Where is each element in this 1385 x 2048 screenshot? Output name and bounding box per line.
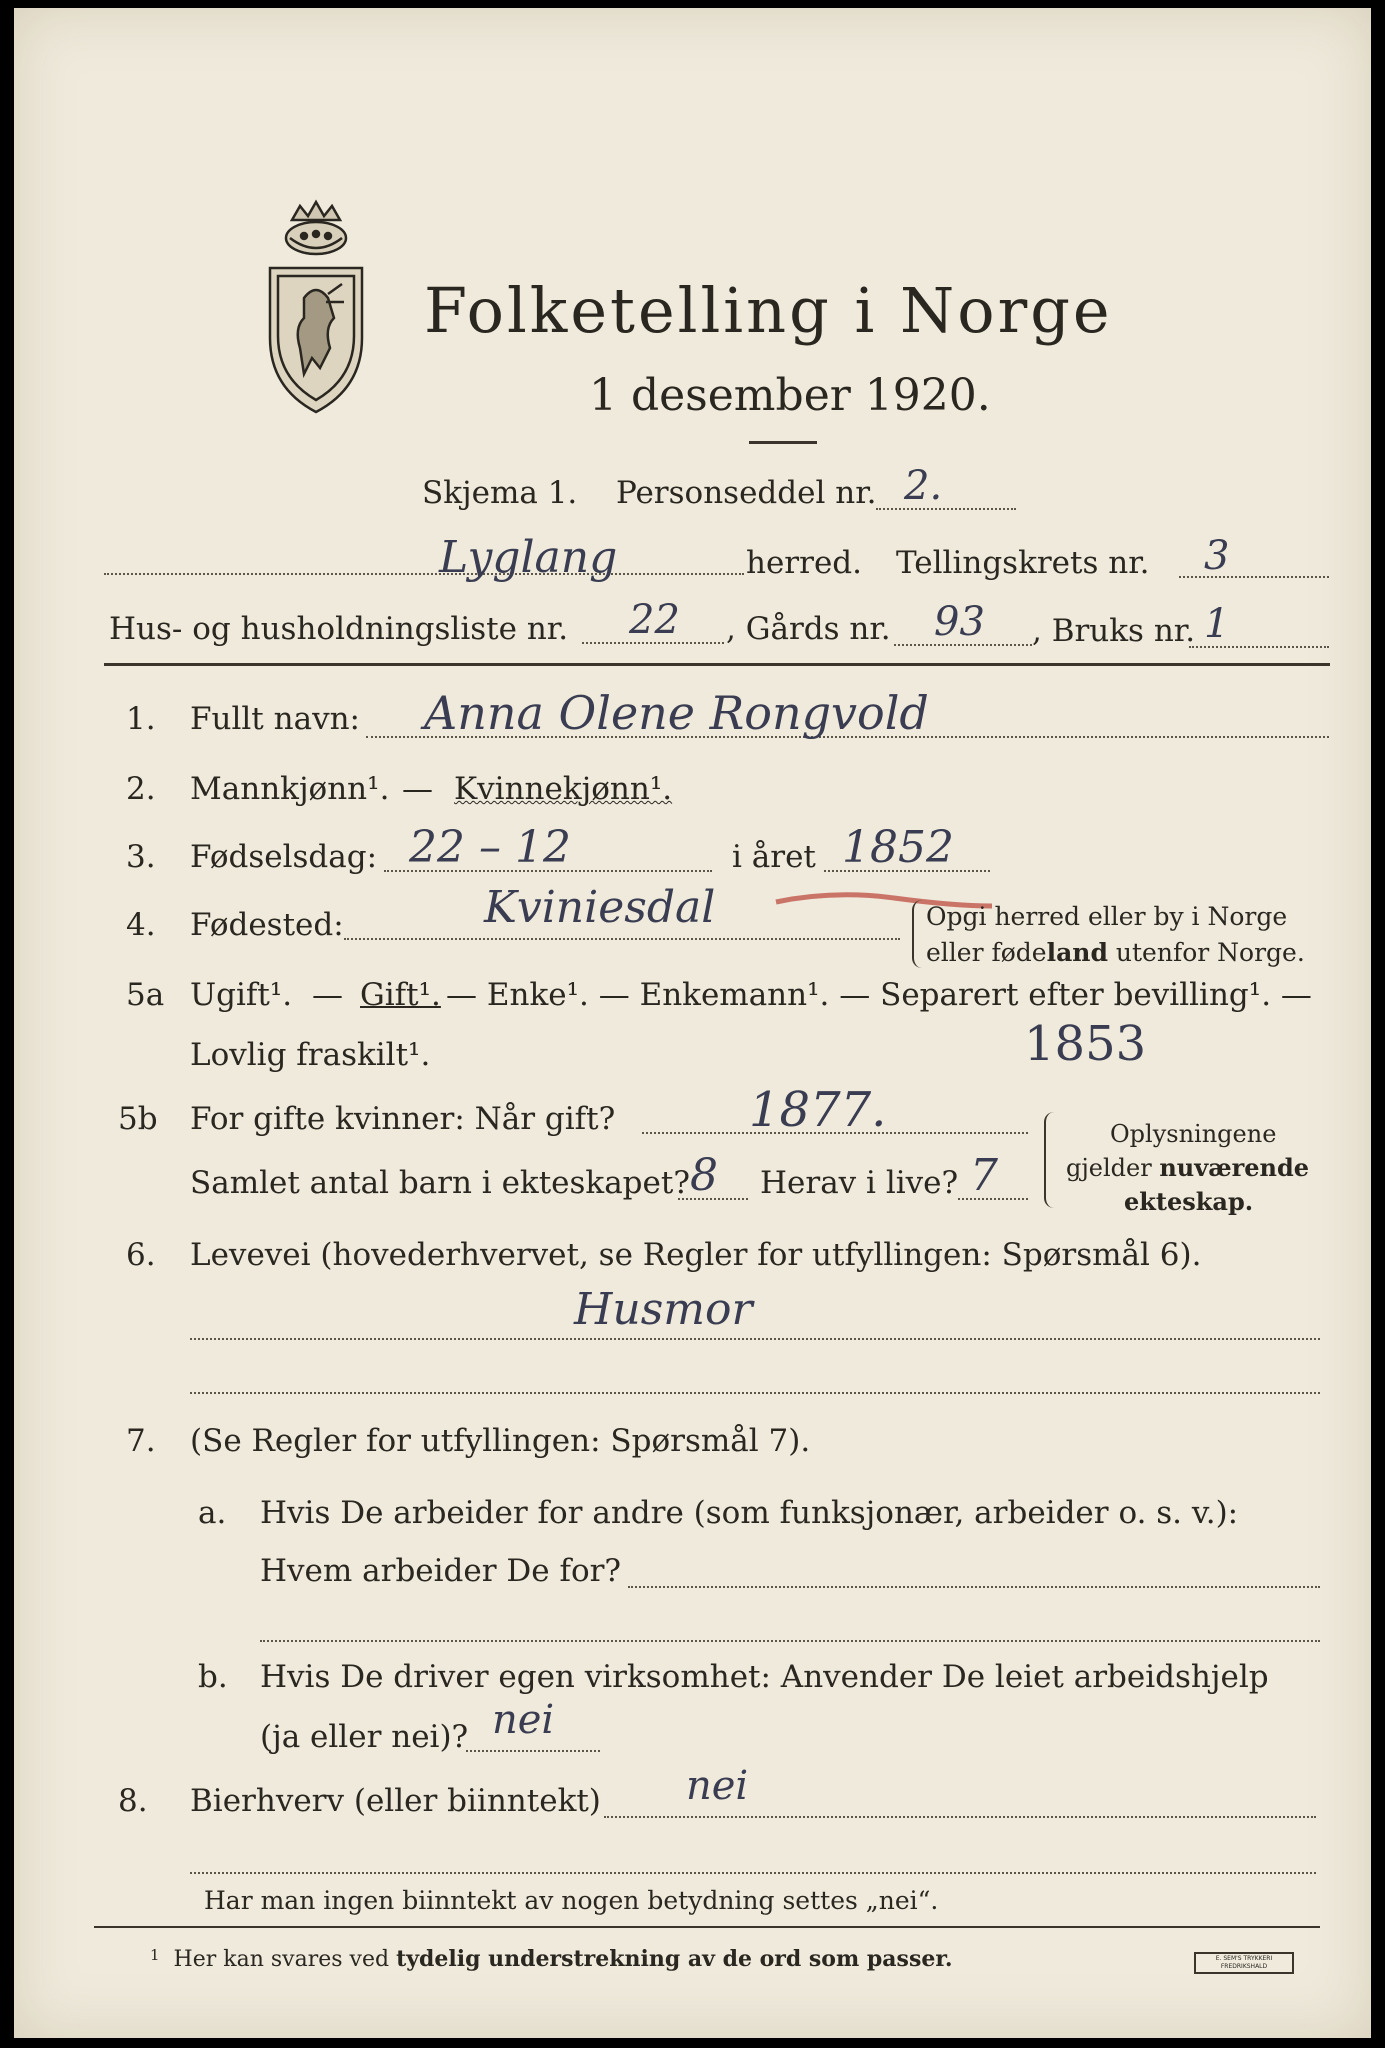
q7b-label: Hvis De driver egen virksomhet: Anvender De leiet arbeidshjelp [260,1659,1269,1695]
herred-label: herred. [746,545,862,581]
printer-stamp-text: E. SEM'S TRYKKERI FREDRIKSHALD [1215,1955,1273,1970]
q8-line-extra [190,1872,1316,1874]
footnote-rule [94,1926,1320,1928]
footnote-b: tydelig understrekning av de ord som passer. [396,1946,953,1972]
tellingskrets-line [1179,576,1329,578]
coat-of-arms-icon [264,198,368,418]
tellingskrets-value[interactable]: 3 [1204,533,1230,579]
herred-value[interactable]: Lyglang [439,532,618,583]
q5b-note-line3: ekteskap. [1124,1187,1254,1216]
footnote-mark: 1 [150,1946,160,1964]
birthdate-value[interactable]: 22 – 12 [409,822,571,873]
birth-year-value[interactable]: 1852 [842,822,954,873]
q5b-note-brace [1044,1112,1056,1208]
q7-number: 7. [126,1423,156,1459]
form-title: Folketelling i Norge [424,274,1113,347]
q5b-note-a: gjelder [1066,1154,1160,1182]
q7a-line [628,1586,1320,1588]
q7a-letter: a. [198,1495,227,1531]
census-form-sheet [14,8,1371,2038]
q4-note-brace [912,900,922,968]
q1-label: Fullt navn: [190,701,360,737]
q5a-margin-note: 1853 [1024,1016,1147,1072]
marriage-year-value[interactable]: 1877. [749,1082,887,1138]
printer-stamp [1194,1952,1294,1974]
q6-line1 [190,1338,1320,1340]
footnote-a: Her kan svares ved [173,1947,397,1972]
female-option[interactable]: Kvinnekjønn¹. [454,771,673,807]
gards-label: , Gårds nr. [726,611,891,647]
herred-line [104,573,744,575]
q8-number: 8. [118,1783,148,1819]
occupation-value[interactable]: Husmor [574,1284,753,1335]
schema-label: Skjema 1. [422,475,578,511]
q7b-line2-label: (ja eller nei)? [260,1719,469,1755]
q2-number: 2. [126,771,156,807]
q4-line [344,938,900,940]
married-option[interactable]: Gift¹. [360,977,441,1013]
unmarried-option[interactable]: Ugift¹. [190,977,293,1013]
side-income-note: Har man ingen biinntekt av nogen betydning settes „nei“. [204,1886,939,1915]
q1-number: 1. [126,701,156,737]
tellingskrets-label: Tellingskrets nr. [896,545,1150,581]
q8-line [604,1816,1316,1818]
q6-number: 6. [126,1237,156,1273]
q5b-note-b: nuværende [1159,1153,1310,1182]
q6-label: Levevei (hovederhvervet, se Regler for utfyllingen: Spørsmål 6). [190,1237,1202,1273]
q4-note-line1: Opgi herred eller by i Norge [926,902,1288,931]
birthplace-value[interactable]: Kviniesdal [484,882,716,933]
footnote [150,1948,953,1971]
q3-year-label: i året [732,839,816,875]
q5b-children-label: Samlet antal barn i ekteskapet? [190,1165,690,1201]
q5b-note-line2 [1066,1153,1310,1182]
q7b-line [466,1750,600,1752]
q5b-living-label: Herav i live? [760,1165,959,1201]
q8-label: Bierhverv (eller biinntekt) [190,1783,601,1819]
side-income-value[interactable]: nei [686,1763,749,1809]
children-living-value[interactable]: 7 [970,1150,998,1201]
divorced-option[interactable]: Lovlig fraskilt¹. [190,1037,431,1073]
bruks-label: , Bruks nr. [1032,613,1196,649]
q5a-other-options[interactable]: — Enke¹. — Enkemann¹. — Separert efter bevilling¹. — [446,977,1312,1013]
q7a-line-extra [260,1640,1320,1642]
q4-label: Fødested: [190,907,344,943]
header-rule [104,663,1330,666]
male-option[interactable]: Mannkjønn¹. [190,771,390,807]
hired-help-value[interactable]: nei [492,1697,555,1743]
form-date: 1 desember 1920. [589,370,991,421]
q5a-number: 5a [126,977,165,1013]
q4-note-a: eller føde [926,938,1047,967]
q6-line2 [190,1392,1320,1394]
q7-label: (Se Regler for utfyllingen: Spørsmål 7). [190,1423,811,1459]
q2-separator: — [402,771,433,807]
q4-note-line2 [926,940,1305,965]
household-list-value[interactable]: 22 [629,597,680,643]
q5b-number: 5b [118,1101,158,1137]
q7a-line2-label: Hvem arbeider De for? [260,1553,622,1589]
full-name-value[interactable]: Anna Olene Rongvold [424,686,929,740]
gards-value[interactable]: 93 [934,599,985,645]
q7b-letter: b. [198,1659,228,1695]
q3-number: 3. [126,839,156,875]
q5b-label: For gifte kvinner: Når gift? [190,1101,616,1137]
children-total-value[interactable]: 8 [690,1150,718,1201]
q4-number: 4. [126,907,156,943]
title-divider [749,441,817,444]
personseddel-label: Personseddel nr. [616,475,877,511]
q5b-note-line1: Oplysningene [1110,1120,1277,1148]
q4-note-c: utenfor Norge. [1107,938,1305,967]
q4-note-b: land [1046,938,1108,967]
q3-label: Fødselsdag: [190,839,378,875]
q7a-label: Hvis De arbeider for andre (som funksjonær, arbeider o. s. v.): [260,1495,1239,1531]
q5a-dash: — [312,977,343,1013]
personseddel-value[interactable]: 2. [904,463,943,509]
bruks-value[interactable]: 1 [1204,601,1230,647]
personseddel-line [876,508,1016,510]
household-list-label: Hus- og husholdningsliste nr. [109,611,569,647]
